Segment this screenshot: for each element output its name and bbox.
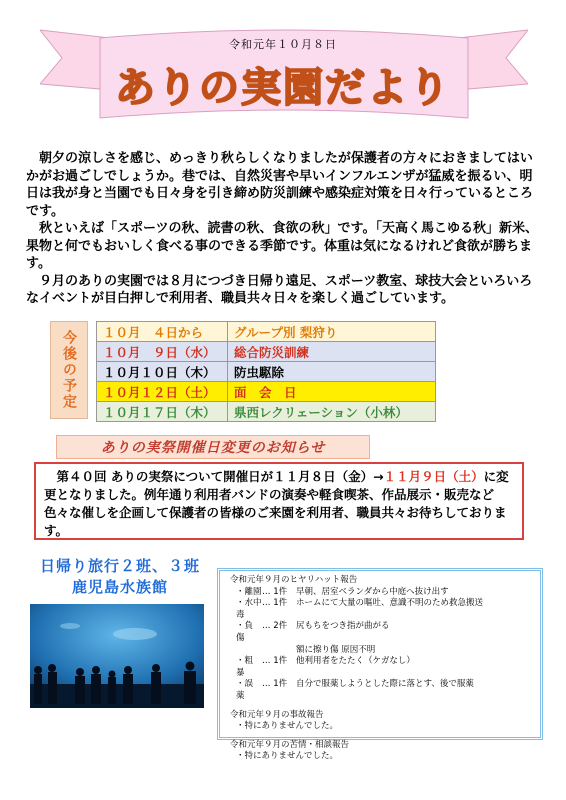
hiyari-type: ・誤 薬 bbox=[236, 679, 262, 701]
schedule-date: １０月 ４日から bbox=[97, 322, 228, 342]
hiyari-count: … 1件 bbox=[262, 586, 288, 597]
schedule-event: 県西レクリェーション（小林） bbox=[228, 402, 436, 422]
hiyari-desc: 自分で服薬しようとした際に落とす、後で服薬 bbox=[296, 679, 474, 690]
hiyari-desc: 早朝、居室ベランダから中庭へ抜け出す bbox=[296, 586, 449, 597]
complaint-title: 令和元年９月の苦情・相談報告 bbox=[230, 739, 350, 750]
schedule-event: 総合防災訓練 bbox=[228, 342, 436, 362]
report-box bbox=[217, 568, 543, 762]
hiyari-type: ・粗 暴 bbox=[236, 656, 262, 678]
hiyari-title: 令和元年９月のヒヤリハット報告 bbox=[230, 575, 358, 585]
notice-box bbox=[34, 462, 524, 540]
schedule-date: １０月１２日（土） bbox=[97, 382, 228, 402]
schedule-date: １０月 ９日（水） bbox=[97, 342, 228, 362]
schedule-label: 今後の予定 bbox=[50, 321, 88, 419]
hiyari-count bbox=[262, 645, 296, 657]
schedule-table bbox=[96, 321, 436, 422]
complaint-text: ・特にありませんでした。 bbox=[236, 751, 339, 762]
schedule-row bbox=[97, 382, 436, 402]
trip-title: 日帰り旅行２班、３班 bbox=[39, 557, 200, 575]
hiyari-type: ・水中毒 bbox=[236, 598, 262, 620]
intro-paragraph: 秋といえば「スポーツの秋、読書の秋、食欲の秋」です。「天高く馬こゆる秋」新米、果物と何でもおいしく食べる事のできる季節です。体重は気になるけれど食欲が勝ちます。 bbox=[26, 221, 538, 271]
hiyari-type: ・離園 bbox=[236, 586, 262, 597]
newsletter-title: ありの実園だより bbox=[115, 65, 451, 111]
notice-text: 第４０回 ありの実祭について開催日が１１月８日（金）→ bbox=[56, 469, 384, 484]
hiyari-list bbox=[230, 587, 530, 703]
hiyari-row bbox=[230, 656, 530, 679]
intro-paragraph: 朝夕の涼しさを感じ、めっきり秋らしくなりましたが保護者の方々におきましてはいかがお過ごしでしょうか。巷では、自然災害や早いインフルエンザが猛威を振るい、明日は我が身と当園でも日々身を引き締め防災訓練や感染症対策を日々行っているところです。 bbox=[26, 151, 534, 219]
hiyari-desc: 他利用者をたたく（ケガなし） bbox=[296, 656, 415, 667]
intro-paragraph: ９月のありの実園では８月につづき日帰り遠足、スポーツ教室、球技大会といろいろなイベントが目白押しで利用者、職員共々日々を楽しく過ごしています。 bbox=[26, 273, 533, 306]
hiyari-count: … 1件 bbox=[262, 656, 288, 667]
schedule-event: 防虫駆除 bbox=[228, 362, 436, 382]
trip-subtitle: 鹿児島水族館 bbox=[71, 578, 168, 596]
hiyari-row bbox=[230, 587, 530, 599]
hiyari-desc: 額に擦り傷 原因不明 bbox=[296, 644, 376, 655]
hiyari-desc: ホームにて大量の嘔吐、意識不明のため救急搬送 bbox=[296, 598, 484, 609]
hiyari-count: … 1件 bbox=[262, 679, 288, 690]
hiyari-count: … 1件 bbox=[262, 598, 288, 609]
schedule-date: １０月１７日（木） bbox=[97, 402, 228, 422]
aquarium-photo bbox=[30, 604, 204, 708]
schedule-row bbox=[97, 342, 436, 362]
issue-date: 令和元年１０月８日 bbox=[229, 38, 337, 51]
schedule-event: グループ別 梨狩り bbox=[228, 322, 436, 342]
hiyari-row bbox=[230, 598, 530, 621]
hiyari-desc: 尻もちをつき指が曲がる bbox=[296, 621, 390, 632]
notice-text-rest: に変更となりました。例年通り利用者バンドの演奏や軽食喫茶、作品展示・販売など色々な催しを企画して保護者の皆様のご来園を利用者、職員共々お待ちしております。 bbox=[44, 469, 509, 538]
accident-title: 令和元年９月の事故報告 bbox=[230, 709, 324, 720]
schedule-row bbox=[97, 322, 436, 342]
hiyari-row bbox=[230, 645, 530, 657]
intro-text bbox=[26, 150, 542, 308]
hiyari-count: … 2件 bbox=[262, 621, 288, 632]
hiyari-type bbox=[230, 645, 262, 657]
notice-title: ありの実祭開催日変更のお知らせ bbox=[56, 435, 370, 459]
hiyari-type: ・負 傷 bbox=[236, 621, 262, 643]
schedule-date: １０月１０日（木） bbox=[97, 362, 228, 382]
hiyari-row bbox=[230, 621, 530, 644]
notice-new-date: １１月９日（土） bbox=[383, 469, 484, 484]
schedule-row bbox=[97, 362, 436, 382]
accident-text: ・特にありませんでした。 bbox=[236, 721, 339, 732]
hiyari-row bbox=[230, 679, 530, 702]
schedule-event: 面 会 日 bbox=[228, 382, 436, 402]
schedule-row bbox=[97, 402, 436, 422]
